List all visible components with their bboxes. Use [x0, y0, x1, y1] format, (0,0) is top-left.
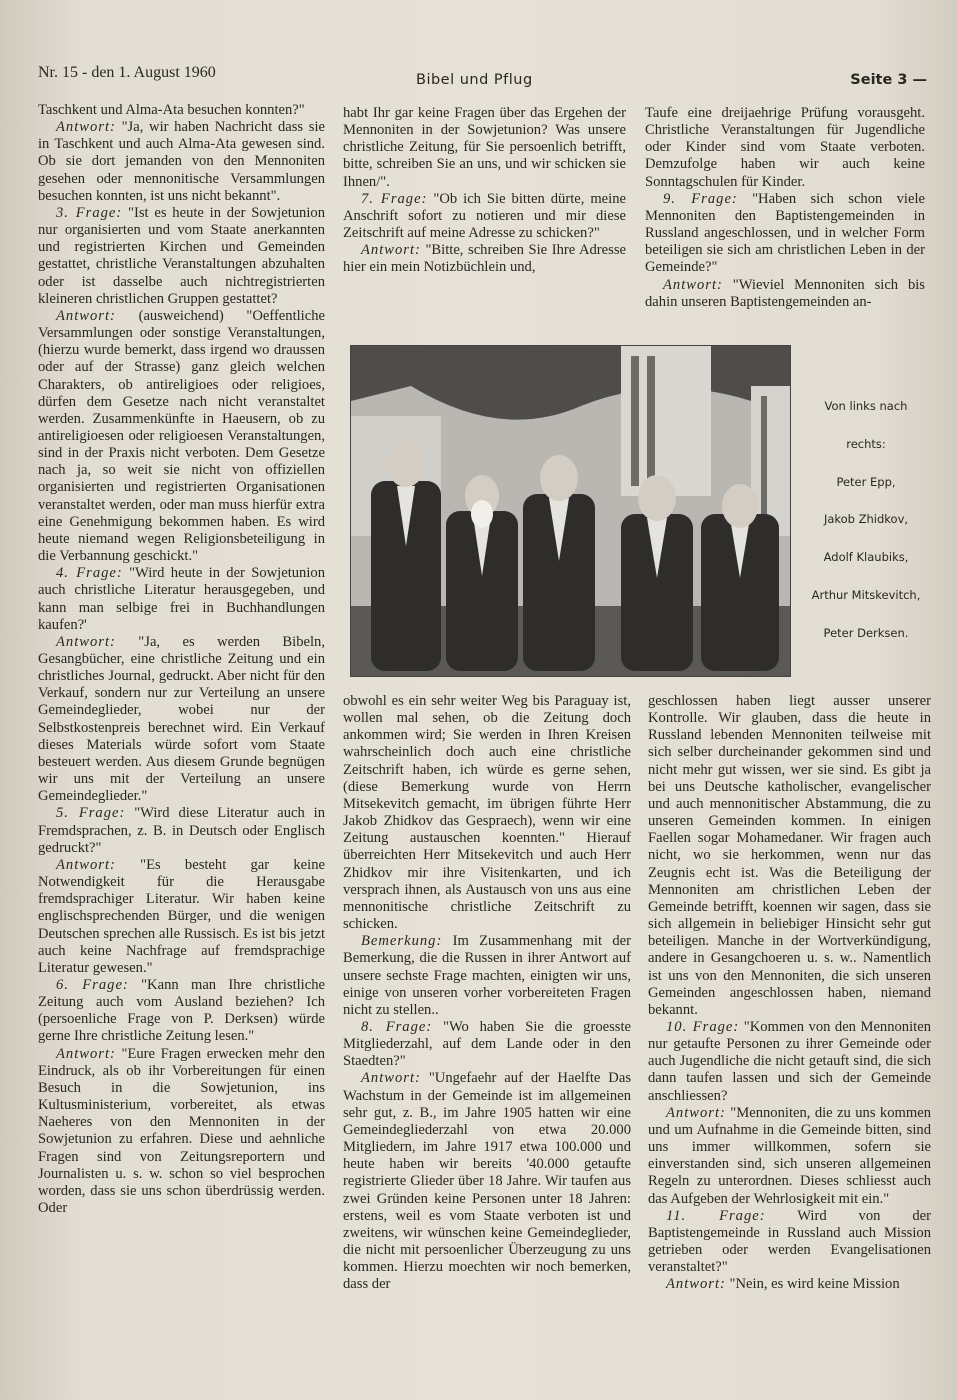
paragraph: [343, 191, 626, 242]
paragraph-text: "Ob ich Sie bitten dürte, meine Anschrift sofort zu notieren und mir diese Zeitschrift auf meine Adresse zu schicken?": [343, 190, 626, 242]
paragraph: [38, 977, 325, 1046]
column-middle-top: [343, 105, 626, 277]
paragraph: [648, 1208, 931, 1277]
paragraph: habt Ihr gar keine Fragen über das Ergehen der Mennoniten in der Sowjetunion? Was unsere christliche Zeitung, für Sie persoenlich betrifft, bitte, schreiben Sie an uns, und wir schicken sie Ihnen/".: [343, 105, 626, 190]
paragraph-text: "Mennoniten, die zu uns kommen und um Aufnahme in die Gemeinde bitten, sind uns immer willkommen, sofern sie einverstanden sind, sich unseren allgemeinen Regeln zu unterordnen. Dieses schliesst auch das Aufgeben der Wehrlosigkeit mit ein.": [648, 1104, 931, 1207]
photo-caption: [800, 388, 932, 653]
paragraph-text: (ausweichend) "Oeffentliche Versammlungen oder sonstige Veranstaltungen, (hierzu wurde bemerkt, dass irgend wo draussen oder auf der Strasse) ganz gleich welchen Charakters, ob antireligioes oder religioes, dürfen dem Gesetze nach nicht veranstaltet werden. Zusammenkünfte in Haeusern, ob zu antireligioesen oder religioesen Veranstaltungen, sind in der Praxis nicht verboten. Dem Gesetze nach ja, so weit sie nicht von offiziellen organisierten und registrierten Organisationen veranstaltet werden, oder man muss hierfür extra eine Genehmigung bekommen haben. Es wird heute niemand wegen Religionsbeteiligung in die Verbannung geschickt.": [38, 307, 325, 565]
column-left: [38, 102, 325, 1217]
paragraph: Taschkent und Alma-Ata besuchen konnten?": [38, 102, 305, 118]
question-label: Antwort:: [56, 1045, 116, 1062]
paragraph-text: "Es besteht gar keine Notwendigkeit für die Herausgabe fremdsprachiger Literatur. Wir haben keine englischsprechenden Bürger, und die wenigen Deutschen sprechen alle Russisch. Es ist bis jetzt auch keine Nachfrage auf fremdsprachige Literatur gewesen.": [38, 856, 325, 976]
paragraph: [343, 1070, 631, 1293]
paragraph-text: "Eure Fragen erwecken mehr den Eindruck, als ob ihr Vorbereitungen für einen Besuch in die Sowjetunion, ins Kultusministerium, vorbereitet, als etwas Naeheres von den Mennoniten in der Sowjetunion zu erfahren. Diese und aehnliche Fragen sind von Zeitungsreportern und Journalisten u. s. w. schon so viel besprochen worden, dass sie uns schon überdrüssig werden. Oder: [38, 1045, 325, 1216]
paragraph-text: "Wird diese Literatur auch in Fremdsprachen, z. B. in Deutsch oder Englisch gedruckt?": [38, 805, 325, 856]
question-label: 5. Frage:: [56, 805, 126, 822]
paragraph: [38, 857, 325, 977]
paragraph-text: "Ungefaehr auf der Haelfte Das Wachstum in der Gemeinde ist im allgemeinen sehr gut, z. B., im Jahre 1905 hatten wir eine Gemeindegliederzahl von etwa 20.000 Mitgliedern, im Jahre 1917 etwa 100.000 und heute haben wir bereits '40.000 getaufte registrierte Glieder über 18 Jahre. Wir taufen aus zwei Gründen keine Personen unter 18 Jahren: erstens, weil es vom Staate verboten ist und zweitens, wir wünschen keine Gemeindeglieder, die nicht mit persoenlicher Überzeugung zu uns kommen. Hierzu moechten wir noch bemerken, dass der: [343, 1070, 631, 1293]
question-label: 7. Frage:: [361, 190, 428, 207]
paragraph-text: Im Zusammenhang mit der Bemerkung, die die Russen in ihrer Antwort auf unsere sechste Frage machten, einigten wir uns, einige von unseren vorher vorbereiteten Fragen nicht zu stellen..: [343, 933, 631, 1018]
paragraph: [38, 119, 325, 205]
paragraph: [38, 805, 325, 856]
question-label: Antwort:: [666, 1104, 726, 1121]
group-photo: [350, 345, 791, 677]
caption-intro-2: rechts:: [846, 436, 886, 451]
paragraph-text: "Wird heute in der Sowjetunion auch christliche Literatur herausgegeben, und kann man selbige frei in Buchhandlungen kaufen?': [38, 565, 325, 633]
paragraph: [343, 242, 626, 276]
paragraph: [38, 308, 325, 565]
column-right-bottom: [648, 693, 931, 1293]
paragraph-text: "Nein, es wird keine Mission: [725, 1276, 900, 1293]
paragraph: [645, 277, 925, 311]
paragraph: [38, 205, 325, 308]
question-label: Antwort:: [56, 856, 116, 873]
column-middle-bottom: [343, 693, 631, 1293]
paragraph-text: "Haben sich schon viele Mennoniten den Baptistengemeinden in Russland angeschlossen, und in welcher Form beteiligen sie sich am christlichen Leben in der Gemeinde?": [645, 190, 925, 276]
paragraph-text: "Kommen von den Mennoniten nur getaufte Personen zu ihrer Gemeinde oder auch Jugendliche die nicht getauft sind, die sich dann taufen lassen und sich der Gemeinde anschliessen?: [648, 1018, 931, 1104]
paragraph-text: "Wo haben Sie die groesste Mitgliederzahl, auf dem Lande oder in den Staedten?": [343, 1018, 632, 1070]
paragraph-text: Wird von der Baptistengemeinde in Russland auch Mission getrieben oder werden Evangelisationen veranstaltet?": [648, 1207, 931, 1276]
paragraph: [648, 1276, 931, 1293]
question-label: 3. Frage:: [56, 204, 123, 221]
question-label: 9. Frage:: [663, 190, 738, 207]
question-label: 4. Frage:: [56, 565, 123, 582]
paragraph-text: "Ja, wir haben Nachricht dass sie in Taschkent und auch Alma-Ata gewesen sind. Ob sie dort jemanden von den Mennoniten gesehen oder mennonitische Versammlungen besuchen konnten, ist uns nicht bekannt".: [38, 119, 325, 204]
paragraph: [645, 191, 925, 277]
question-label: Antwort:: [361, 242, 421, 259]
paragraph: [38, 1046, 325, 1218]
question-label: Antwort:: [56, 633, 116, 650]
question-label: 8. Frage:: [361, 1018, 433, 1035]
caption-name: Arthur Mitskevitch,: [811, 587, 921, 602]
question-label: Antwort:: [663, 276, 723, 293]
question-label: Antwort:: [56, 307, 116, 324]
caption-name: Adolf Klaubiks,: [823, 550, 909, 565]
paragraph: [343, 933, 631, 1019]
question-label: 10. Frage:: [666, 1018, 740, 1035]
paragraph: [38, 634, 325, 806]
page-header: [38, 62, 927, 90]
question-label: Bemerkung:: [361, 933, 443, 950]
caption-intro-1: Von links nach: [824, 399, 908, 413]
paragraph: geschlossen haben liegt ausser unserer Kontrolle. Wir glauben, dass die heute in Russland lebenden Mennoniten teilweise mit sich selber durcheinander gekommen sind und nicht mehr gut wissen, wer sie sind. Es gibt ja bei uns Deutsche katholischer, evangelischer und auch mennonitischer Abstammung, die zu unseren Gemeinden kommen. In einigen Faellen sogar Mohamedaner. Wir fragen auch nicht, wo sie herkommen, wenn nur das Zeugnis echt ist. Was die Beteiligung der Mennoniten am christlichen Leben der Gemeinde betrifft, koennen wir sagen, dass sie sich allgemein in beliebiger Hinsicht sehr gut beteiligen. Manche in der Wortverkündigung, andere in Gesangchoeren u. s. w.. Namentlich ist uns von den Mennoniten, die sich unseren Gemeinden angeschlossen haben, niemand bekannt.: [648, 693, 931, 1018]
question-label: Antwort:: [361, 1070, 421, 1087]
column-right-top: [645, 105, 925, 311]
caption-name: Peter Derksen.: [823, 625, 909, 640]
paragraph-text: "Kann man Ihre christliche Zeitung auch vom Ausland beziehen? Ich (persoenliche Frage von P. Derksen) würde gerne Ihre christliche Zeitung lesen.": [38, 976, 325, 1045]
caption-name: Peter Epp,: [836, 474, 896, 489]
question-label: 6. Frage:: [56, 976, 129, 993]
group-photo-image: [351, 346, 790, 676]
question-label: Antwort:: [666, 1276, 726, 1293]
question-label: Antwort:: [56, 119, 116, 136]
paragraph: obwohl es ein sehr weiter Weg bis Paraguay ist, wollen mal sehen, ob die Zeitung doch ankommen wird; Sie werden in Ihren Kreisen wahrscheinlich doch auch eine christliche Zeitschrift haben, ich würde es gerne sehen, (diese Bemerkung wurde von Herrn Mitsekevitch gemacht, im übrigen führte Herr Jakob Zhidkov das Gespraech), wenn wir eine Zeitung austauschen koennten." Hierauf überreichten Herr Mitsekevitch und auch Herr Zhidkov mir ihre Visitenkarten, und ich versprach ihnen, als Austausch von uns aus eine mennonitische christliche Zeitschrift zu schicken.: [343, 693, 631, 933]
paragraph: Taufe eine dreijaehrige Prüfung vorausgeht. Christliche Veranstaltungen für Jugendliche oder Kinder sind vom Staate verboten. Demzufolge haben wir auch keine Sonntagschulen für Kinder.: [645, 105, 925, 190]
paragraph: [343, 1019, 631, 1070]
paragraph: [38, 565, 325, 634]
paragraph-text: "Ja, es werden Bibeln, Gesangbücher, eine christliche Zeitung und ein christliches Journal, gedruckt. Aber nicht für den Verkauf, sondern nur zur Verteilung an unsere Gemeindeglieder, wobei nur der Selbstkostenpreis berechnet wird. Ein Verkauf dieses Materials würde sofort vom Staate besteuert werden. Aus diesem Grunde begnügen wir uns mit der Verteilung an unsere Gemeindeglieder.": [38, 633, 325, 805]
caption-name: Jakob Zhidkov,: [823, 512, 909, 527]
newspaper-title: Bibel und Pflug: [416, 72, 533, 88]
paragraph: [648, 1019, 931, 1105]
paragraph-text: "Wieviel Mennoniten sich bis dahin unseren Baptistengemeinden an-: [645, 276, 925, 310]
question-label: 11. Frage:: [666, 1207, 766, 1224]
issue-date: Nr. 15 - den 1. August 1960: [38, 64, 216, 81]
paragraph-text: "Bitte, schreiben Sie Ihre Adresse hier ein mein Notizbüchlein und,: [343, 242, 626, 276]
page-number: Seite 3 —: [850, 72, 927, 88]
paragraph-text: "Ist es heute in der Sowjetunion nur organisierten und vom Staate anerkannten und registrierten Kirchen und Gemeinden gestattet, christliche Veranstaltungen abzuhalten oder ist dasselbe auch nichtregistrierten kleineren christlichen Gruppen gestattet?: [38, 204, 325, 307]
paragraph: [648, 1105, 931, 1208]
